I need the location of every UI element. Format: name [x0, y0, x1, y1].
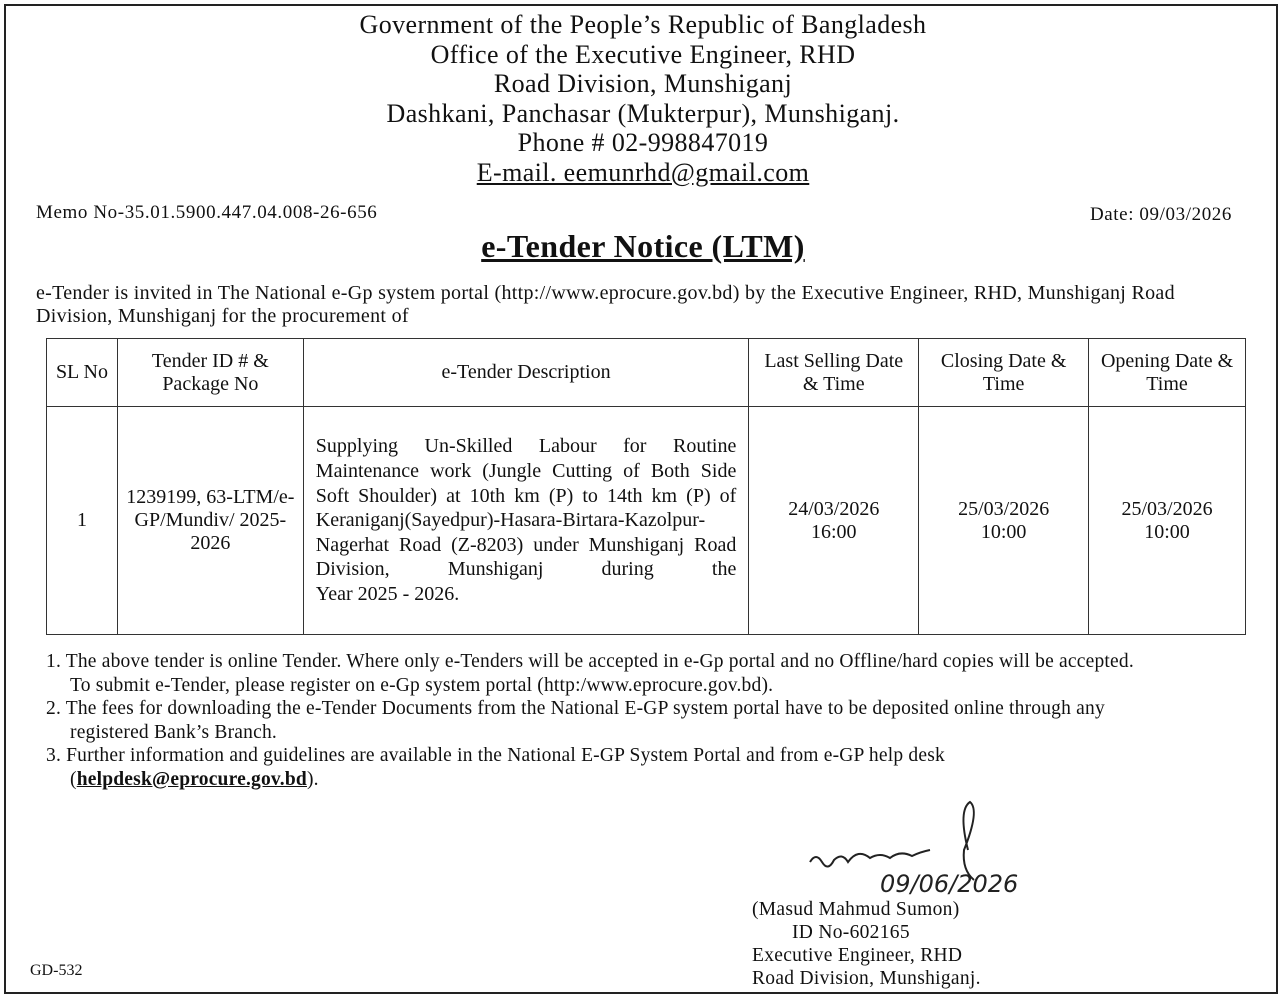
cell-opening — [1089, 407, 1246, 635]
note-2: 2. The fees for downloading the e-Tender Documents from the National E-GP system portal have to be deposited online through any registered Bank’s Branch. — [46, 698, 1105, 743]
header-office: Office of the Executive Engineer, RHD — [430, 39, 856, 69]
header-government: Government of the People’s Republic of Bangladesh — [359, 10, 927, 39]
notice-date: Date: 09/03/2026 — [1089, 204, 1232, 225]
signatory-name: (Masud Mahmud Sumon) — [752, 899, 960, 920]
header-division: Road Division, Munshiganj — [493, 69, 793, 98]
tender-table — [46, 338, 1246, 635]
helpdesk-email-link[interactable]: helpdesk@eprocure.gov.bd — [76, 768, 307, 790]
opening-date: 25/03/2026 — [1121, 497, 1213, 520]
handwritten-signature — [800, 800, 1060, 900]
cell-tender-id: 1239199, 63-LTM/e-GP/Mundiv/ 2025-2026 — [117, 407, 303, 635]
memo-number: Memo No-35.01.5900.447.04.008-26-656 — [36, 202, 378, 223]
opening-time: 10:00 — [1144, 520, 1190, 543]
intro-paragraph: e-Tender is invited in The National e-Gp system portal (http://www.eprocure.gov.bd) by the Executive Engineer, RHD, Munshiganj Road Division, Munshiganj for the procurement of — [36, 282, 1175, 327]
col-header-last-selling: Last Selling Date & Time — [749, 339, 919, 407]
last-selling-time: 16:00 — [810, 520, 857, 543]
handwritten-date: 09/06/2026 — [880, 870, 1019, 898]
closing-time: 10:00 — [980, 520, 1027, 543]
note-3 — [46, 744, 1136, 791]
table-row — [47, 407, 1246, 635]
cell-closing — [919, 407, 1089, 635]
col-header-opening: Opening Date & Time — [1089, 339, 1246, 407]
header-address: Dashkani, Panchasar (Mukterpur), Munshiganj. — [386, 98, 900, 128]
note-1: 1. The above tender is online Tender. Where only e-Tenders will be accepted in e-Gp portal and no Offline/hard copies will be accepted. To submit e-Tender, please register on e-Gp system portal (http:/www.eprocure.gov.bd). — [46, 651, 1134, 696]
description-text-end: Year 2025 - 2026. — [315, 582, 460, 605]
description-text: Supplying Un-Skilled Labour for Routine Maintenance work (Jungle Cutting of Both Side Soft Shoulder) at 10th km (P) to 14th km (P) of Keraniganj(Sayedpur)-Hasara-Birtara-Kazolpur-Nagerhat Road (Z-8203) under Munshiganj Road Division, Munshiganj during the — [315, 435, 737, 581]
header-email: E-mail. eemunrhd@gmail.com — [476, 157, 810, 187]
col-header-description: e-Tender Description — [303, 339, 749, 407]
closing-date: 25/03/2026 — [958, 497, 1050, 520]
note-3-text: 3. Further information and guidelines are available in the National E-GP System Portal and from e-GP help desk ( — [46, 745, 945, 790]
cell-last-selling — [749, 407, 919, 635]
note-3-end: ). — [306, 768, 319, 790]
header-phone: Phone # 02-998847019 — [517, 128, 769, 157]
table-header-row — [47, 339, 1246, 407]
letterhead — [0, 10, 1286, 187]
cell-sl: 1 — [47, 407, 118, 635]
form-code: GD-532 — [30, 962, 83, 979]
signatory-block — [752, 898, 981, 990]
last-selling-date: 24/03/2026 — [788, 497, 880, 520]
col-header-sl: SL No — [47, 339, 118, 407]
notes-list — [46, 650, 1136, 791]
cell-description — [303, 407, 749, 635]
page-title: e-Tender Notice (LTM) — [481, 228, 805, 264]
signatory-designation: Executive Engineer, RHD — [752, 945, 963, 966]
signatory-office: Road Division, Munshiganj. — [752, 968, 981, 989]
col-header-closing: Closing Date & Time — [919, 339, 1089, 407]
col-header-tender-id: Tender ID # & Package No — [117, 339, 303, 407]
signatory-id: ID No-602165 — [792, 922, 910, 943]
